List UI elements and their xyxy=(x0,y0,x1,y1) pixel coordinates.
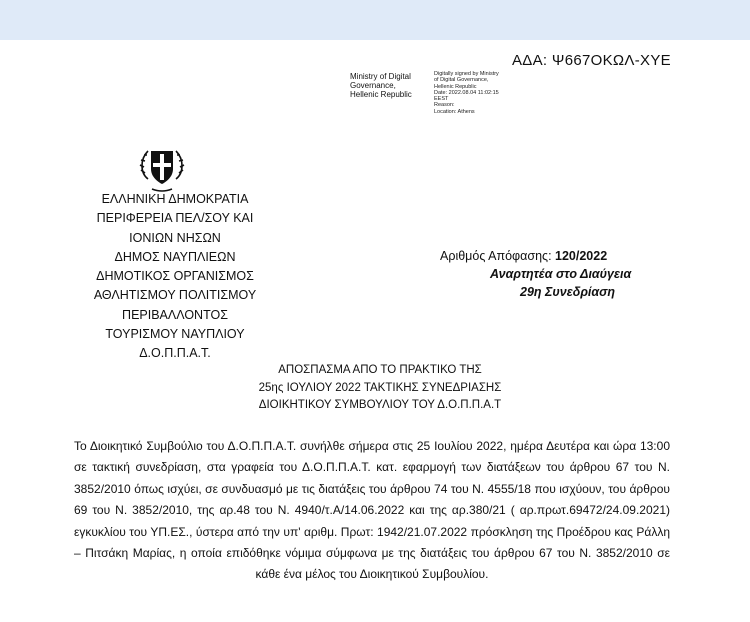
decision-number-label: Αριθμός Απόφασης: xyxy=(440,249,556,263)
signature-detail-line: Reason: xyxy=(434,102,455,109)
signature-detail-line: Hellenic Republic xyxy=(434,83,477,90)
ada-code: ΑΔΑ: Ψ667ΟΚΩΛ-ΧΥΕ xyxy=(512,52,671,69)
issuing-organization xyxy=(80,190,270,364)
organization-line: Δ.Ο.Π.Π.Α.Τ. xyxy=(139,346,211,361)
hellenic-coat-of-arms-icon xyxy=(136,143,188,195)
signature-detail-line: Digitally signed by Ministry xyxy=(434,71,499,77)
body-paragraph: Το Διοικητικό Συμβούλιο του Δ.Ο.Π.Π.Α.Τ. συνήλθε σήμερα στις 25 Ιουλίου 2022, ημέρα Δευτέρα και ώρα 13:00 σε τακτική συνεδρίαση, στα γραφεία του Δ.Ο.Π.Π.Α.Τ. κατ. εφαρμογή των διατάξεων του άρθρου 67 του Ν. 3852/2010 όπως ισχύει, σε συνδυασμό με τις διατάξεις του άρθρου 74 του Ν. 4555/18 που ισχύουν, του άρθρου 69 του Ν. 3852/2010, της αρ.48 του Ν. 4940/τ.Α/14.06.2022 και της αρ.380/21 ( αρ.πρωτ.69472/24.09.2021) εγκυκλίου του ΥΠ.ΕΣ., ύστερα από την υπ' αριθμ. Πρωτ: 1942/21.07.2022 πρόσκληση της Προέδρου κας Ράλλη – Πιτσάκη Μαρίας, η οποία επιδόθηκε νόμιμα σύμφωνα με της διατάξεις του άρθρου 67 του Ν. 3852/2010 σε κάθε ένα μέλος του Διοικητικού Συμβουλίου. xyxy=(74,439,670,582)
signature-issuer-line: Governance, xyxy=(350,81,396,90)
signature-issuer-line: Hellenic Republic xyxy=(350,90,412,99)
organization-line: ΠΕΡΙΒΑΛΛΟΝΤΟΣ xyxy=(122,307,228,322)
signature-details xyxy=(434,71,499,115)
organization-line: ΤΟΥΡΙΣΜΟΥ ΝΑΥΠΛΙΟΥ xyxy=(105,327,245,342)
organization-line: ΕΛΛΗΝΙΚΗ ΔΗΜΟΚΡΑΤΙΑ xyxy=(101,192,249,206)
posting-note: Αναρτητέα στο Διαύγεια xyxy=(490,267,632,281)
organization-line: ΙΟΝΙΩΝ ΝΗΣΩΝ xyxy=(129,230,221,245)
decision-number-value: 120/2022 xyxy=(555,249,608,263)
organization-line: ΔΗΜΟΣ ΝΑΥΠΛΙΕΩΝ xyxy=(114,249,236,264)
signature-issuer-line: Ministry of Digital xyxy=(350,72,411,81)
signature-detail-line: Date: 2022.08.04 11:02:15 xyxy=(434,89,499,96)
viewer-toolbar xyxy=(0,0,750,40)
extract-heading xyxy=(200,362,560,415)
session-number: 29η Συνεδρίαση xyxy=(520,285,616,299)
organization-line: ΔΗΜΟΤΙΚΟΣ ΟΡΓΑΝΙΣΜΟΣ xyxy=(96,269,254,284)
extract-heading-line: 25ης ΙΟΥΛΙΟΥ 2022 ΤΑΚΤΙΚΗΣ ΣΥΝΕΔΡΙΑΣΗΣ xyxy=(258,381,502,394)
extract-heading-line: ΑΠΟΣΠΑΣΜΑ ΑΠΟ ΤΟ ΠΡΑΚΤΙΚΟ ΤΗΣ xyxy=(278,364,482,376)
signature-detail-line: Location: Athens xyxy=(434,108,475,115)
decision-number xyxy=(440,249,607,263)
signature-detail-line: EEST xyxy=(434,96,449,103)
organization-line: ΠΕΡΙΦΕΡΕΙΑ ΠΕΛ/ΣΟΥ ΚΑΙ xyxy=(96,211,254,226)
organization-line: ΑΘΛΗΤΙΣΜΟΥ ΠΟΛΙΤΙΣΜΟΥ xyxy=(93,288,257,303)
signature-issuer xyxy=(350,72,412,99)
extract-heading-line: ΔΙΟΙΚΗΤΙΚΟΥ ΣΥΜΒΟΥΛΙΟΥ ΤΟΥ Δ.Ο.Π.Π.Α.Τ xyxy=(258,399,502,411)
signature-detail-line: of Digital Governance, xyxy=(434,77,489,84)
